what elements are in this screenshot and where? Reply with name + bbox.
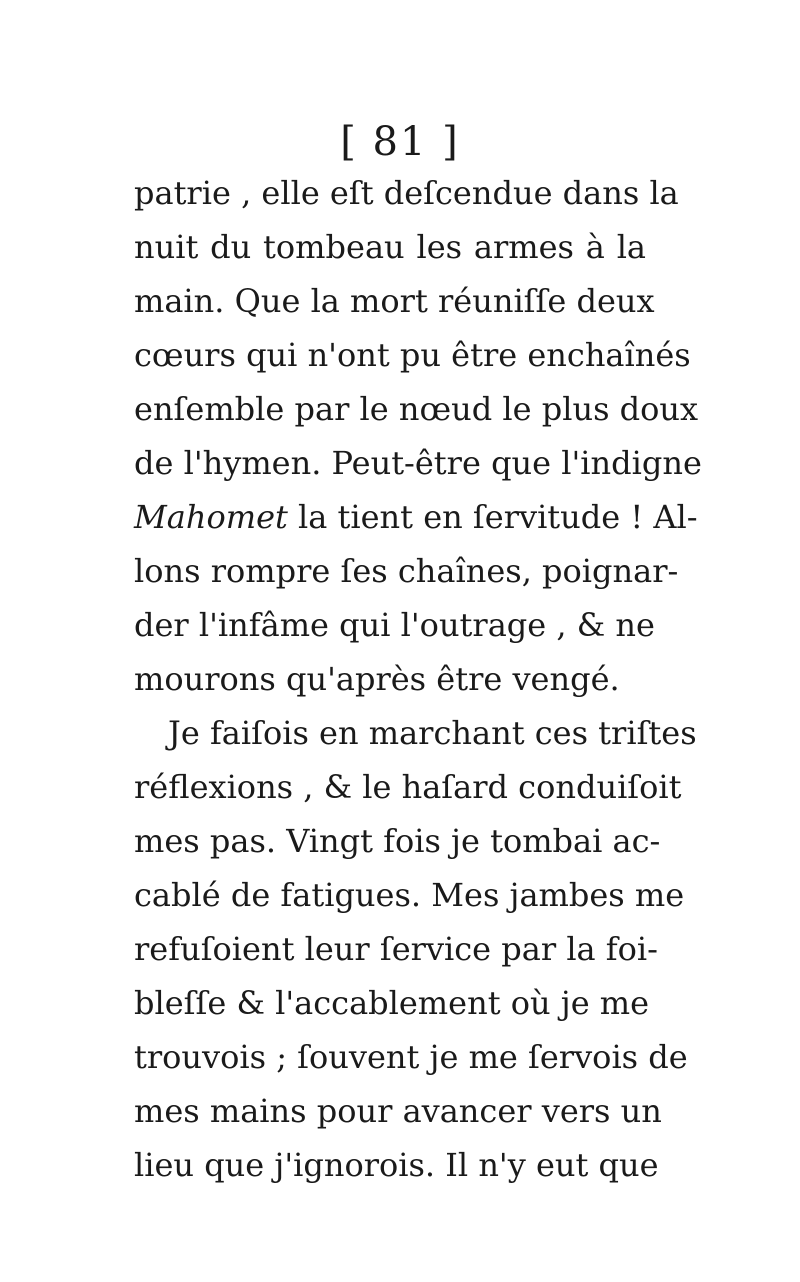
text-line: de l'hymen. Peut-être que l'indigne <box>134 444 702 482</box>
text-line <box>134 490 698 544</box>
paragraph-2 <box>134 706 697 1192</box>
text-line: bleſſe & l'accablement où je me <box>134 984 650 1022</box>
text-line: patrie , elle eſt deſcendue dans la <box>134 174 679 212</box>
text-line: refuſoient leur ſervice par la foi- <box>134 930 658 968</box>
text-line: cœurs qui n'ont pu être enchaînés <box>134 336 691 374</box>
text-line: lieu que j'ignorois. Il n'y eut que <box>134 1146 659 1184</box>
text-line: mourons qu'après être vengé. <box>134 660 620 698</box>
text-line: mes mains pour avancer vers un <box>134 1092 662 1130</box>
text-line-rest: la tient en ſervitude ! Al- <box>287 498 698 536</box>
text-line: enſemble par le nœud le plus doux <box>134 390 699 428</box>
text-line: mes pas. Vingt fois je tombai ac- <box>134 822 661 860</box>
text-line: trouvois ; ſouvent je me ſervois de <box>134 1038 688 1076</box>
text-line: der l'infâme qui l'outrage , & ne <box>134 606 655 644</box>
text-line: Je faiſois en marchant ces triſtes <box>168 714 697 752</box>
text-line: main. Que la mort réuniſſe deux <box>134 282 655 320</box>
body-text <box>134 166 702 1192</box>
text-line: lons rompre ſes chaînes, poignar- <box>134 552 679 590</box>
text-line: réflexions , & le haſard conduiſoit <box>134 768 682 806</box>
page-number: [ 81 ] <box>340 119 460 165</box>
italic-name: Mahomet <box>134 498 288 536</box>
text-line: nuit du tombeau les armes à la <box>134 228 646 266</box>
paragraph-1 <box>134 166 702 706</box>
text-line: cablé de fatigues. Mes jambes me <box>134 876 685 914</box>
